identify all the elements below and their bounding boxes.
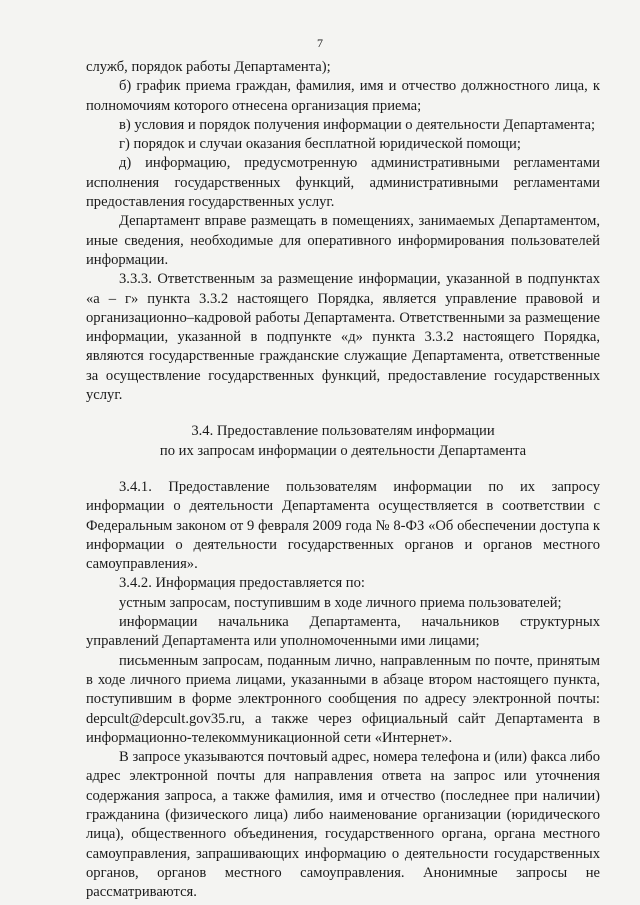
document-body [86,58,600,902]
paragraph: д) информацию, предусмотренную административными регламентами исполнения государственных функций, административными регламентами предоставления государственных услуг. [86,155,600,211]
paragraph: служб, порядок работы Департамента); [86,59,331,75]
page-number: 7 [317,36,323,50]
paragraph: г) порядок и случаи оказания бесплатной юридической помощи; [119,136,521,153]
paragraph: Департамент вправе размещать в помещениях, занимаемых Департаментом, иные сведения, необходимые для оперативного информирования пользователей информации. [86,213,600,268]
paragraph: устным запросам, поступившим в ходе личного приема пользователей; [119,594,562,611]
paragraph: в) условия и порядок получения информации о деятельности Департамента; [119,116,596,133]
paragraph: б) график приема граждан, фамилия, имя и отчество должностного лица, к полномочиям которого отнесена организация приема; [86,78,600,114]
paragraph: 3.3.3. Ответственным за размещение информации, указанной в подпунктах «а – г» пункта 3.3.2 настоящего Порядка, является управление правовой и организационно–кадровой работы Департамента. Ответственными за размещение информации, указанной в подпункте «д» пункта 3.3.2 настоящего Порядка, являются государственные гражданские служащие Департамента, ответственные за осуществление государственных функций, предоставление государственных услуг. [86,271,600,404]
section-heading [86,422,600,461]
paragraph: 3.4.2. Информация предоставляется по: [119,575,365,592]
paragraph: письменным запросам, поданным лично, направленным по почте, принятым в ходе личного приема лицами, указанными в абзаце втором настоящего пункта, поступившим в форме электронного сообщения по адресу электронной почты: depcult@depcult.gov35.ru, а также через официальный сайт Департамента в информационно-телекоммуникационной сети «Интернет». [86,652,600,746]
section-heading-line: 3.4. Предоставление пользователям информации [191,423,495,440]
paragraph: В запросе указываются почтовый адрес, номера телефона и (или) факса либо адрес электронной почты для направления ответа на запрос или уточнения содержания запроса, а также фамилия, имя и отчество (последнее при наличии) гражданина (физического лица) либо наименование организации (юридического лица), общественного объединения, государственного органа, органа местного самоуправления, запрашивающих информацию о деятельности государственных органов, органов местного самоуправления. Анонимные запросы не рассматриваются. [86,749,600,901]
section-heading-line: по их запросам информации о деятельности Департамента [159,442,527,459]
paragraph: 3.4.1. Предоставление пользователям информации по их запросу информации о деятельности Департамента осуществляется в соответствии с Федеральным законом от 9 февраля 2009 года № 8-ФЗ «Об обеспечении доступа к информации о деятельности государственных органов и органов местного самоуправления». [86,478,600,573]
paragraph: информации начальника Департамента, начальников структурных управлений Департамента или уполномоченными ими лицами; [86,614,600,650]
